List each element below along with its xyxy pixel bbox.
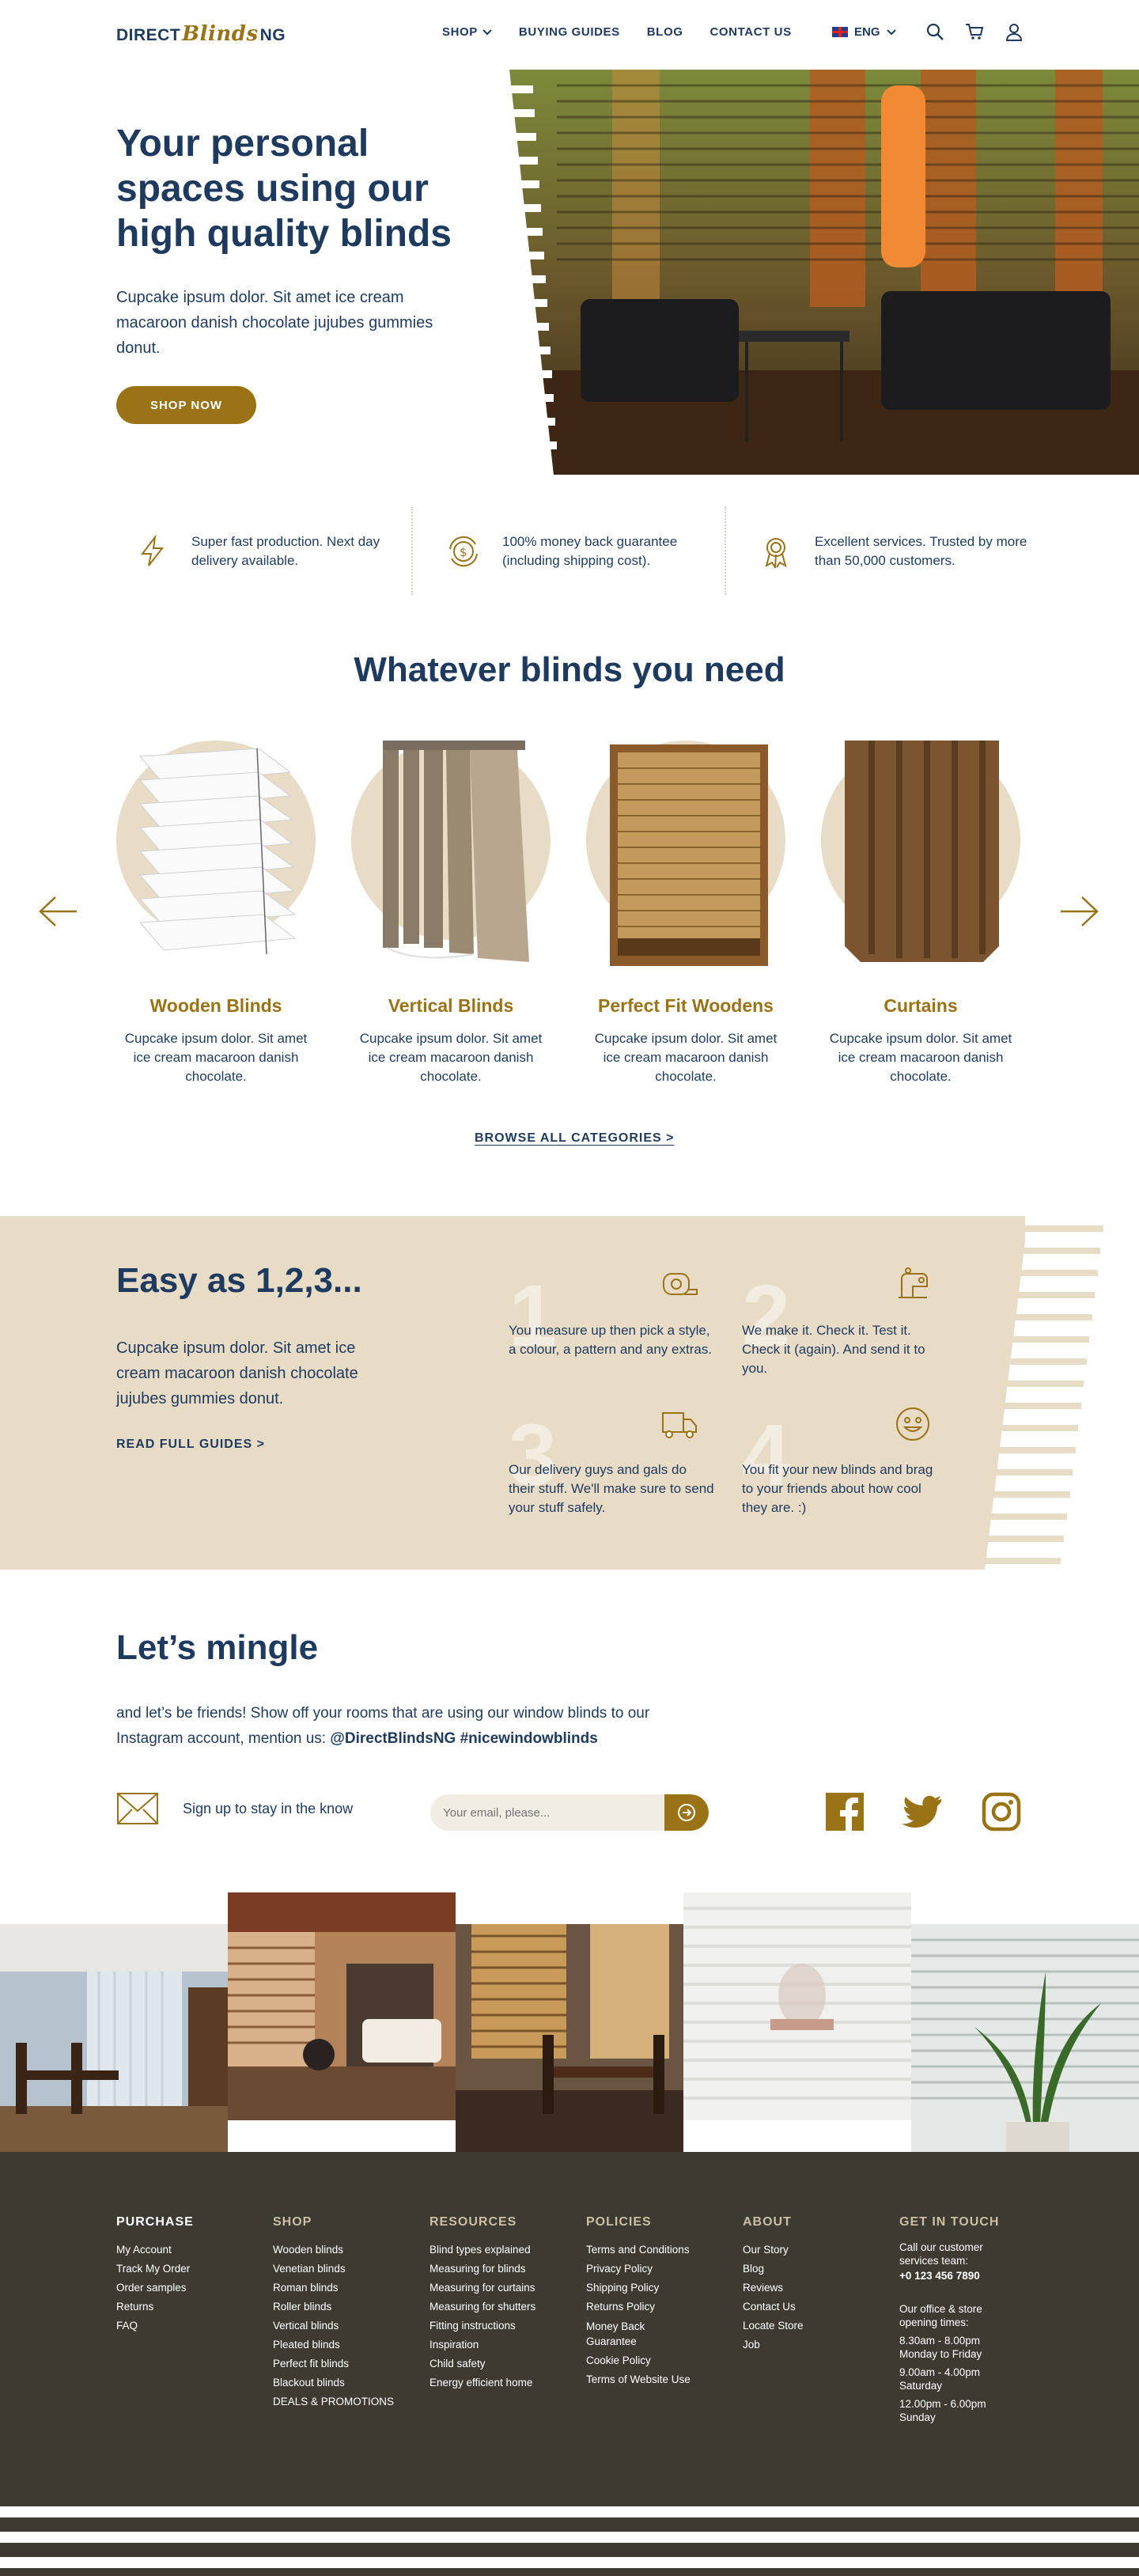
hours-weekday: 8.30am - 8.00pm Monday to Friday xyxy=(899,2335,982,2360)
footer-link[interactable]: Child safety xyxy=(429,2358,486,2370)
divider xyxy=(725,506,726,595)
feature-text: Super fast production. Next day delivery available. xyxy=(191,534,380,568)
shop-now-button[interactable]: SHOP NOW xyxy=(116,386,256,424)
nav-blog[interactable]: BLOG xyxy=(646,25,683,39)
divider xyxy=(411,506,413,595)
step-1 xyxy=(509,1267,714,1365)
step-number: 3 xyxy=(509,1407,558,1504)
hours-label: Our office & store opening times: xyxy=(899,2303,982,2328)
twitter-icon[interactable] xyxy=(902,1791,943,1832)
category-image xyxy=(116,741,316,940)
stripes-decoration xyxy=(985,1216,1103,1570)
site-header xyxy=(0,0,1139,70)
search-icon[interactable] xyxy=(925,22,944,41)
logo-text-script: Blinds xyxy=(182,22,259,46)
footer-link[interactable]: Fitting instructions xyxy=(429,2320,516,2332)
footer-link[interactable]: Money Back Guarantee xyxy=(586,2320,645,2347)
footer-col-contact xyxy=(899,2215,1010,2424)
language-label: ENG xyxy=(854,25,880,39)
gallery-image-wooden-blinds-dining[interactable] xyxy=(456,1924,683,2152)
category-name: Perfect Fit Woodens xyxy=(598,995,774,1016)
footer-col-title: GET IN TOUCH xyxy=(899,2215,1000,2229)
footer-link[interactable]: Measuring for shutters xyxy=(429,2301,536,2313)
category-desc: Cupcake ipsum dolor. Sit amet ice cream macaroon danish chocolate. xyxy=(594,1031,778,1084)
gallery-image-living-room[interactable] xyxy=(228,1892,456,2120)
category-desc: Cupcake ipsum dolor. Sit amet ice cream macaroon danish chocolate. xyxy=(829,1031,1012,1084)
phone-number[interactable]: +0 123 456 7890 xyxy=(899,2270,980,2282)
award-ribbon-icon xyxy=(759,535,793,568)
step-3 xyxy=(509,1407,714,1517)
hero-text: Cupcake ipsum dolor. Sit amet ice cream macaroon danish chocolate jujubes gummies donut. xyxy=(116,289,433,357)
carousel-prev-arrow-icon[interactable] xyxy=(38,896,78,927)
footer-col-title: SHOP xyxy=(273,2215,312,2229)
footer-link[interactable]: Terms and Conditions xyxy=(586,2244,690,2256)
cart-icon[interactable] xyxy=(965,22,984,41)
footer-link[interactable]: Returns Policy xyxy=(586,2301,656,2313)
footer-col-policies xyxy=(586,2215,713,2389)
step-text: You fit your new blinds and brag to your friends about how cool they are. :) xyxy=(742,1462,933,1515)
gallery-image-dining-room[interactable] xyxy=(0,1924,228,2152)
gallery-image-white-blinds[interactable] xyxy=(683,1892,911,2120)
feature-text: 100% money back guarantee (including shipping cost). xyxy=(502,534,678,568)
category-name: Curtains xyxy=(884,995,958,1016)
category-curtains[interactable] xyxy=(821,741,1020,1086)
footer-col-purchase xyxy=(116,2215,259,2335)
step-text: Our delivery guys and gals do their stuff. We'll make sure to send your stuff safely. xyxy=(509,1462,714,1515)
footer-link[interactable]: Track My Order xyxy=(116,2263,191,2275)
step-4 xyxy=(742,1407,948,1517)
footer-col-title: ABOUT xyxy=(743,2215,792,2229)
logo-text-left: DIRECT xyxy=(116,26,181,44)
browse-all-categories-link[interactable]: BROWSE ALL CATEGORIES > xyxy=(475,1131,675,1145)
footer-col-title: PURCHASE xyxy=(116,2215,194,2229)
mingle-text-body: and let’s be friends! Show off your rooms that are using our window blinds to our Instagram account, mention us: xyxy=(116,1705,650,1747)
chevron-down-icon xyxy=(887,29,896,36)
sewing-machine-icon xyxy=(894,1266,932,1304)
category-image xyxy=(586,741,785,940)
svg-text:$: $ xyxy=(460,545,467,559)
tape-measure-icon xyxy=(660,1266,698,1304)
step-number: 1 xyxy=(509,1267,558,1365)
footer-link[interactable]: Blog xyxy=(743,2263,765,2275)
footer-link[interactable]: Roller blinds xyxy=(273,2301,332,2313)
footer-link[interactable]: Inspiration xyxy=(429,2339,479,2351)
footer-stripe xyxy=(0,2532,1139,2543)
mingle-title: Let’s mingle xyxy=(116,1628,319,1667)
envelope-icon xyxy=(116,1792,159,1825)
category-wooden-blinds[interactable] xyxy=(116,741,316,1086)
footer-link[interactable]: Blind types explained xyxy=(429,2244,531,2256)
footer-col-resources xyxy=(429,2215,572,2392)
footer-link[interactable]: My Account xyxy=(116,2244,172,2256)
category-name: Vertical Blinds xyxy=(388,995,514,1016)
footer-link[interactable]: Pleated blinds xyxy=(273,2339,340,2351)
hours-sunday: 12.00pm - 6.00pm Sunday xyxy=(899,2398,986,2423)
category-name: Wooden Blinds xyxy=(149,995,282,1016)
hero-image xyxy=(509,70,1139,475)
footer-link[interactable]: Venetian blinds xyxy=(273,2263,346,2275)
footer-link[interactable]: Measuring for curtains xyxy=(429,2282,535,2294)
step-number: 2 xyxy=(742,1267,791,1365)
footer-stripe xyxy=(0,2506,1139,2517)
footer-link[interactable]: Cookie Policy xyxy=(586,2354,651,2366)
footer-col-title: RESOURCES xyxy=(429,2215,517,2229)
step-text: We make it. Check it. Test it. Check it (again). And send it to you. xyxy=(742,1323,925,1376)
footer-link[interactable]: Returns xyxy=(116,2301,154,2313)
account-icon[interactable] xyxy=(1005,22,1024,41)
footer-link[interactable]: Wooden blinds xyxy=(273,2244,344,2256)
signup-label: Sign up to stay in the know xyxy=(183,1800,354,1816)
nav-shop-label: SHOP xyxy=(442,25,478,39)
footer-link[interactable]: Order samples xyxy=(116,2282,187,2294)
language-selector[interactable] xyxy=(832,25,896,39)
category-desc: Cupcake ipsum dolor. Sit amet ice cream macaroon danish chocolate. xyxy=(124,1031,308,1084)
category-desc: Cupcake ipsum dolor. Sit amet ice cream macaroon danish chocolate. xyxy=(359,1031,543,1084)
main-nav xyxy=(442,25,792,39)
footer-link[interactable]: Privacy Policy xyxy=(586,2263,653,2275)
hours-saturday: 9.00am - 4.00pm Saturday xyxy=(899,2366,981,2392)
email-input[interactable] xyxy=(430,1806,664,1820)
footer-link[interactable]: Shipping Policy xyxy=(586,2282,660,2294)
delivery-truck-icon xyxy=(660,1405,698,1443)
submit-email-button[interactable] xyxy=(664,1794,709,1831)
category-image xyxy=(821,741,1020,940)
logo-text-right: NG xyxy=(259,26,286,44)
facebook-icon[interactable] xyxy=(824,1791,865,1832)
footer-col-about xyxy=(743,2215,885,2354)
hero-title: Your personal spaces using our high quality blinds xyxy=(116,123,452,255)
footer-link[interactable]: Perfect fit blinds xyxy=(273,2358,350,2370)
mingle-text xyxy=(116,1701,717,1752)
category-image xyxy=(351,741,551,940)
step-2 xyxy=(742,1267,948,1378)
category-perfect-fit-woodens[interactable] xyxy=(586,741,785,1086)
footer-link[interactable]: Vertical blinds xyxy=(273,2320,339,2332)
read-full-guides-link[interactable]: READ FULL GUIDES > xyxy=(116,1438,265,1451)
footer-link[interactable]: Roman blinds xyxy=(273,2282,339,2294)
footer-link[interactable]: FAQ xyxy=(116,2320,138,2332)
footer-link[interactable]: DEALS & PROMOTIONS xyxy=(273,2396,395,2407)
feature-fast-production xyxy=(136,522,413,581)
newsletter-signup xyxy=(116,1792,353,1825)
footer-link[interactable]: Job xyxy=(743,2339,760,2351)
steps-text: Cupcake ipsum dolor. Sit amet ice cream macaroon danish chocolate jujubes gummies donut. xyxy=(116,1339,358,1407)
nav-contact-us[interactable]: CONTACT US xyxy=(710,25,792,39)
categories-title: Whatever blinds you need xyxy=(354,650,785,689)
steps-title: Easy as 1,2,3... xyxy=(116,1261,362,1300)
footer-link[interactable]: Blackout blinds xyxy=(273,2377,345,2388)
category-vertical-blinds[interactable] xyxy=(351,741,551,1086)
footer-link[interactable]: Reviews xyxy=(743,2282,784,2294)
footer-col-title: POLICIES xyxy=(586,2215,652,2229)
feature-money-back xyxy=(447,522,724,581)
lightning-icon xyxy=(136,535,169,568)
footer-link[interactable]: Our Story xyxy=(743,2244,789,2256)
instagram-icon[interactable] xyxy=(981,1791,1022,1832)
smiley-icon xyxy=(894,1405,932,1443)
nav-shop[interactable] xyxy=(442,25,492,39)
site-logo[interactable] xyxy=(116,22,286,46)
footer-link[interactable]: Measuring for blinds xyxy=(429,2263,526,2275)
footer-link[interactable]: Contact Us xyxy=(743,2301,796,2313)
uk-flag-icon xyxy=(832,27,848,37)
money-back-icon xyxy=(447,535,480,568)
feature-text: Excellent services. Trusted by more than 50,000 customers. xyxy=(815,534,1027,568)
footer-link[interactable]: Energy efficient home xyxy=(429,2377,533,2388)
step-text: You measure up then pick a style, a colour, a pattern and any extras. xyxy=(509,1323,713,1357)
email-signup-form xyxy=(430,1794,709,1831)
footer-link[interactable]: Locate Store xyxy=(743,2320,804,2332)
call-label: Call our customer services team: xyxy=(899,2241,983,2267)
carousel-next-arrow-icon[interactable] xyxy=(1060,896,1099,927)
footer-stripe xyxy=(0,2557,1139,2568)
chevron-down-icon xyxy=(482,29,492,36)
feature-excellent-service xyxy=(759,522,1036,581)
nav-buying-guides[interactable]: BUYING GUIDES xyxy=(518,25,620,39)
arrow-right-icon xyxy=(678,1804,695,1821)
step-number: 4 xyxy=(742,1407,791,1504)
gallery-image-plant-blinds[interactable] xyxy=(911,1924,1139,2152)
instagram-handle: @DirectBlindsNG #nicewindowblinds xyxy=(330,1730,598,1747)
footer-link[interactable]: Terms of Website Use xyxy=(586,2373,691,2385)
footer-col-shop xyxy=(273,2215,415,2411)
